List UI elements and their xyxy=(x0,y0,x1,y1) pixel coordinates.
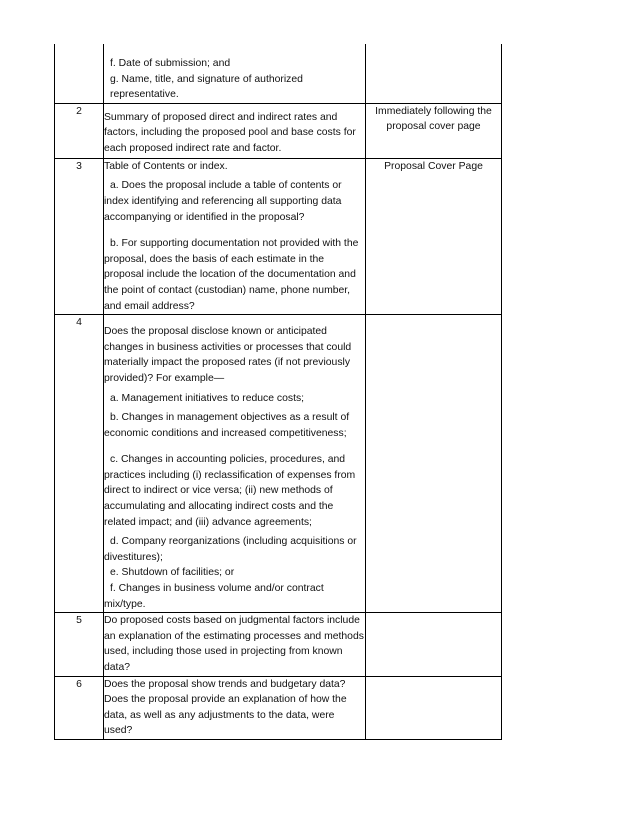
location-cell: Proposal Cover Page xyxy=(366,158,502,314)
requirement-cell xyxy=(104,158,366,314)
location-cell xyxy=(366,44,502,103)
requirement-cell xyxy=(104,676,366,739)
item-number-cell xyxy=(55,44,104,103)
requirement-text: Does the proposal disclose known or anticipated changes in business activities or processes that could materially impact the proposed rates (if not previously provided)? For example— xyxy=(104,326,352,384)
table-row xyxy=(55,158,502,314)
location-cell xyxy=(366,676,502,739)
requirement-text: Does the proposal show trends and budgetary data? Does the proposal provide an explanation of how the data, as well as any adjustments to the data, were used? xyxy=(104,678,347,737)
requirement-text: Summary of proposed direct and indirect rates and factors, including the proposed pool and base costs for each proposed indirect rate and factor. xyxy=(104,111,356,154)
requirement-text: Do proposed costs based on judgmental factors include an explanation of the estimating processes and methods used, including those used in projecting from known data? xyxy=(104,615,364,673)
requirement-cell xyxy=(104,315,366,613)
requirement-text: c. Changes in accounting policies, procedures, and practices including (i) reclassification of expenses from direct to indirect or vice versa; (ii) new methods of accumulating and allocating indirect costs and the related impact; and (iii) advance agreements; xyxy=(104,454,356,528)
checklist-table xyxy=(54,44,502,740)
location-cell xyxy=(366,315,502,613)
requirement-cell xyxy=(104,103,366,158)
requirement-text: g. Name, title, and signature of authorized representative. xyxy=(110,73,303,101)
item-number-cell: 6 xyxy=(55,676,104,739)
requirement-text: Table of Contents or index. xyxy=(104,160,228,172)
requirement-text: a. Does the proposal include a table of contents or index identifying and referencing all supporting data accompanying or identified in the proposal? xyxy=(104,180,342,223)
requirement-text: e. Shutdown of facilities; or xyxy=(110,567,235,579)
requirement-text: b. For supporting documentation not provided with the proposal, does the basis of each estimate in the proposal include the location of the documentation and the point of contact (custodian) name, phone number, and email address? xyxy=(104,238,359,312)
table-row xyxy=(55,315,502,613)
table-row xyxy=(55,103,502,158)
requirement-text: f. Date of submission; and xyxy=(110,58,231,69)
requirement-text: d. Company reorganizations (including acquisitions or divestitures); xyxy=(104,536,357,563)
item-number-cell: 3 xyxy=(55,158,104,314)
requirement-cell xyxy=(104,613,366,676)
item-number-cell: 4 xyxy=(55,315,104,613)
requirement-text: a. Management initiatives to reduce costs; xyxy=(110,392,305,404)
requirement-cell xyxy=(104,44,366,103)
table-row xyxy=(55,613,502,676)
location-cell: Immediately following the proposal cover page xyxy=(366,103,502,158)
requirement-text: b. Changes in management objectives as a result of economic conditions and increased competitiveness; xyxy=(104,412,350,439)
requirement-text: f. Changes in business volume and/or contract mix/type. xyxy=(104,583,324,610)
table-row xyxy=(55,44,502,103)
location-cell xyxy=(366,613,502,676)
table-row xyxy=(55,676,502,739)
item-number-cell: 2 xyxy=(55,103,104,158)
item-number-cell: 5 xyxy=(55,613,104,676)
